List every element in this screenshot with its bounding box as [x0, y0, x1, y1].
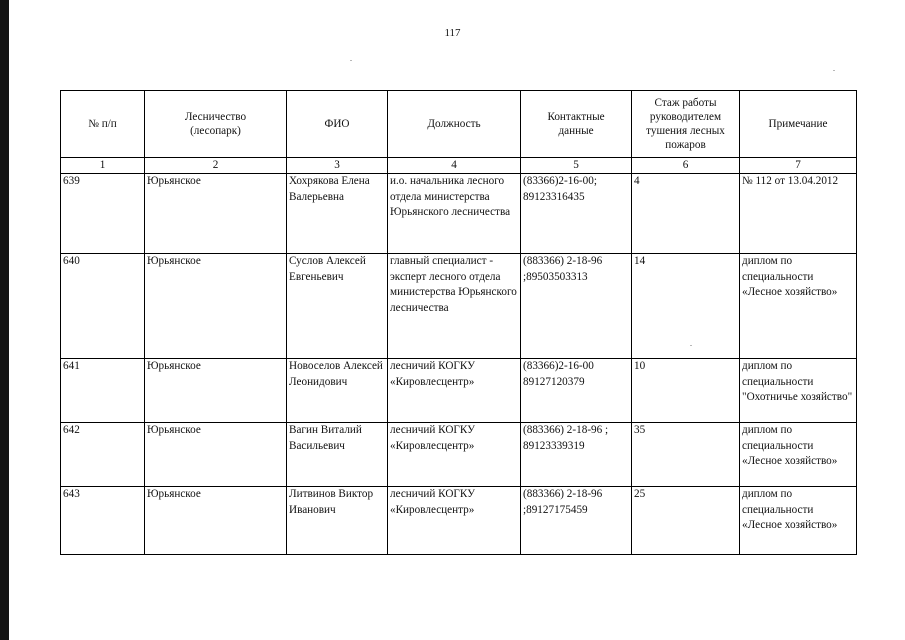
cell-num: 639	[61, 174, 145, 254]
cell-contact: (883366) 2-18-96 ;89503503313	[521, 254, 632, 359]
staff-table	[60, 90, 857, 555]
cell-num: 642	[61, 423, 145, 487]
column-number-row	[61, 158, 857, 174]
cell-name: Новоселов Алексей Леонидович	[287, 359, 388, 423]
header-position: Должность	[388, 91, 521, 158]
header-forestry: Лесничество (лесопарк)	[145, 91, 287, 158]
cell-note: диплом по специальности «Лесное хозяйство»	[740, 487, 857, 555]
cell-name: Литвинов Виктор Иванович	[287, 487, 388, 555]
column-number: 6	[632, 158, 740, 174]
cell-position: лесничий КОГКУ «Кировлесцентр»	[388, 359, 521, 423]
cell-position: лесничий КОГКУ «Кировлесцентр»	[388, 423, 521, 487]
cell-num: 641	[61, 359, 145, 423]
cell-experience: 14	[632, 254, 740, 359]
column-number: 1	[61, 158, 145, 174]
scan-speck	[350, 60, 352, 61]
column-number: 3	[287, 158, 388, 174]
cell-forestry: Юрьянское	[145, 359, 287, 423]
cell-note: диплом по специальности «Лесное хозяйство»	[740, 254, 857, 359]
cell-note: диплом по специальности "Охотничье хозяйство"	[740, 359, 857, 423]
cell-num: 640	[61, 254, 145, 359]
cell-experience: 35	[632, 423, 740, 487]
cell-note: № 112 от 13.04.2012	[740, 174, 857, 254]
column-number: 4	[388, 158, 521, 174]
header-contact: Контактные данные	[521, 91, 632, 158]
column-number: 5	[521, 158, 632, 174]
cell-name: Вагин Виталий Васильевич	[287, 423, 388, 487]
scan-edge	[0, 0, 9, 640]
column-number: 7	[740, 158, 857, 174]
cell-forestry: Юрьянское	[145, 423, 287, 487]
cell-note: диплом по специальности «Лесное хозяйство»	[740, 423, 857, 487]
table-row	[61, 487, 857, 555]
table-row	[61, 174, 857, 254]
table-row	[61, 254, 857, 359]
cell-forestry: Юрьянское	[145, 487, 287, 555]
header-row	[61, 91, 857, 158]
cell-position: и.о. начальника лесного отдела министерства Юрьянского лесничества	[388, 174, 521, 254]
cell-position: главный специалист - эксперт лесного отдела министерства Юрьянского лесничества	[388, 254, 521, 359]
table-row	[61, 359, 857, 423]
header-note: Примечание	[740, 91, 857, 158]
cell-contact: (83366)2-16-00 89127120379	[521, 359, 632, 423]
cell-contact: (883366) 2-18-96 ;89127175459	[521, 487, 632, 555]
cell-name: Хохрякова Елена Валерьевна	[287, 174, 388, 254]
cell-experience: 10	[632, 359, 740, 423]
cell-forestry: Юрьянское	[145, 254, 287, 359]
page-number: 117	[444, 27, 461, 39]
cell-experience: 4	[632, 174, 740, 254]
cell-forestry: Юрьянское	[145, 174, 287, 254]
header-experience: Стаж работы руководителем тушения лесных пожаров	[632, 91, 740, 158]
header-name: ФИО	[287, 91, 388, 158]
cell-name: Суслов Алексей Евгеньевич	[287, 254, 388, 359]
cell-experience: 25	[632, 487, 740, 555]
column-number: 2	[145, 158, 287, 174]
cell-contact: (83366)2-16-00; 89123316435	[521, 174, 632, 254]
cell-position: лесничий КОГКУ «Кировлесцентр»	[388, 487, 521, 555]
header-num: № п/п	[61, 91, 145, 158]
cell-num: 643	[61, 487, 145, 555]
scan-speck	[833, 70, 835, 71]
table-row	[61, 423, 857, 487]
cell-contact: (883366) 2-18-96 ; 89123339319	[521, 423, 632, 487]
